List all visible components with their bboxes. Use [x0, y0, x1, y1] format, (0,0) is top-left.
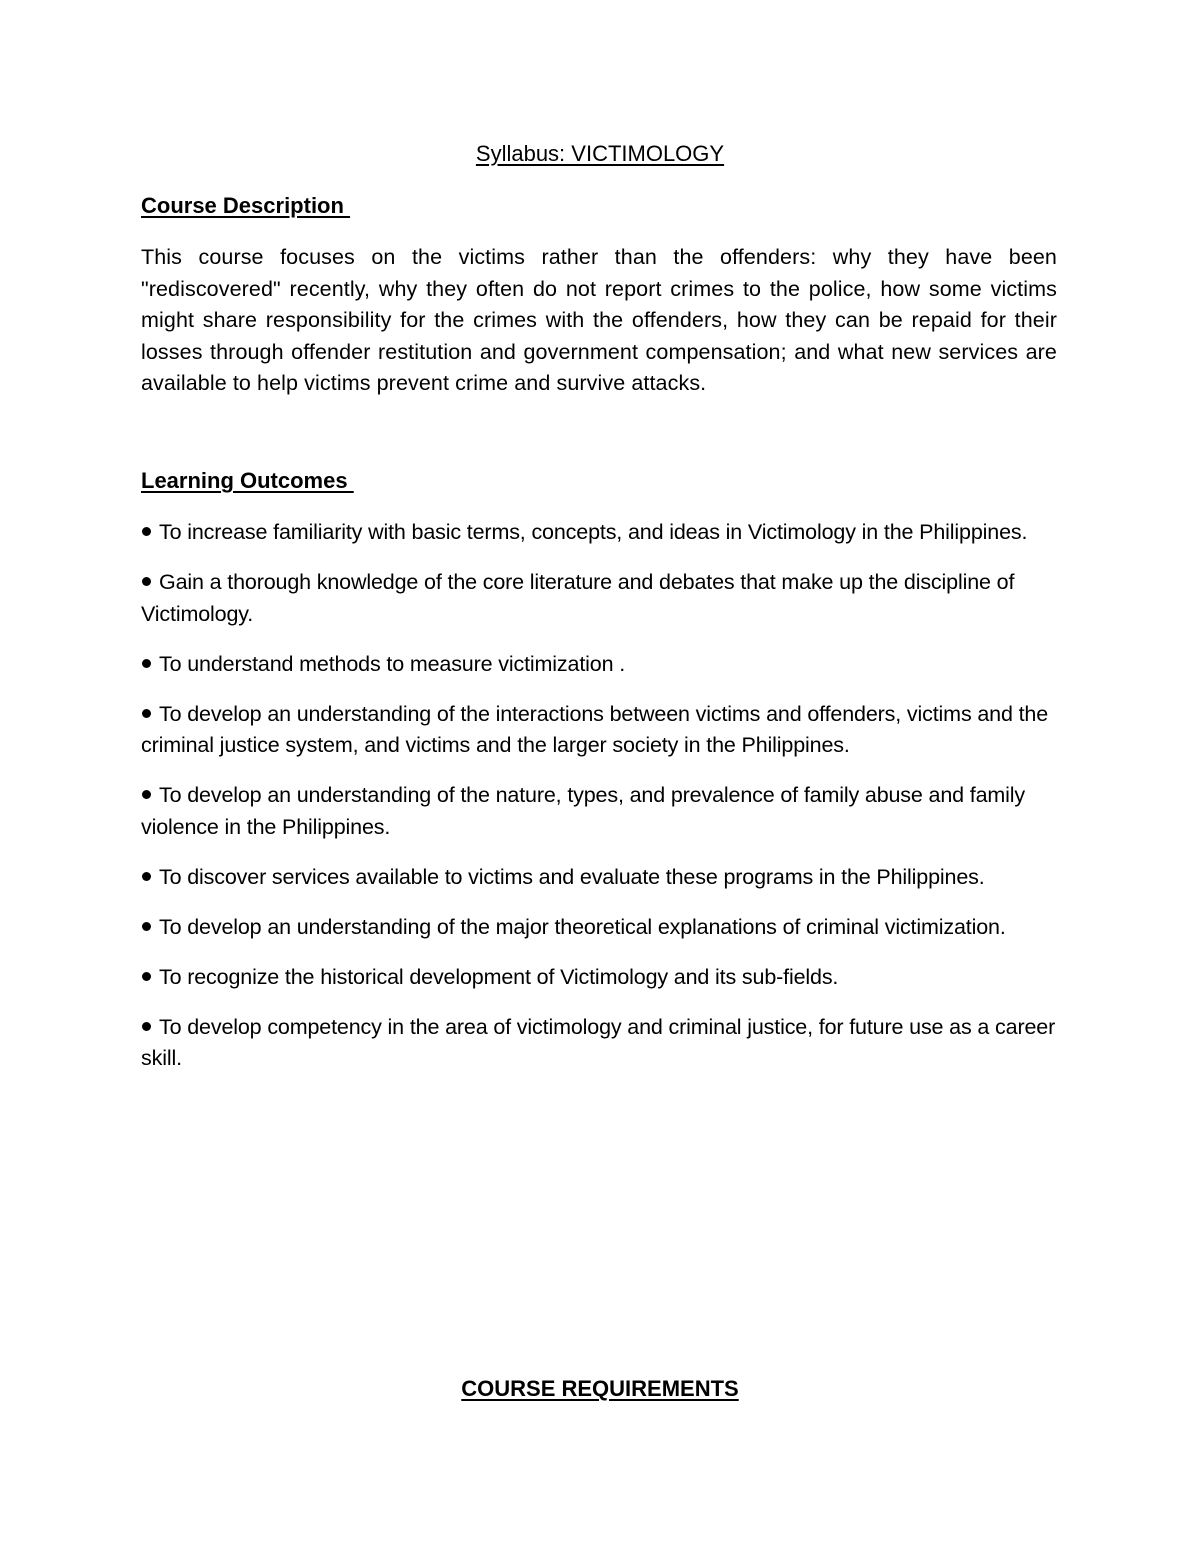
- outcome-text: Gain a thorough knowledge of the core literature and debates that make up the discipline of Victimology.: [141, 570, 1015, 626]
- list-item: [141, 517, 1071, 549]
- bullet-icon: [142, 1022, 151, 1031]
- document-title: Syllabus: VICTIMOLOGY: [475, 141, 725, 166]
- course-description-heading: Course Description: [141, 193, 351, 218]
- learning-outcomes-list: [141, 517, 1071, 1093]
- bullet-icon: [142, 577, 151, 586]
- bullet-icon: [142, 709, 151, 718]
- list-item: [141, 699, 1071, 762]
- list-item: [141, 567, 1071, 630]
- outcome-text: To discover services available to victims and evaluate these programs in the Philippines.: [159, 864, 985, 889]
- outcome-text: To develop competency in the area of victimology and criminal justice, for future use as a career skill.: [141, 1014, 1056, 1070]
- outcome-text: To develop an understanding of the major theoretical explanations of criminal victimization.: [159, 914, 1006, 939]
- list-item: [141, 962, 1071, 994]
- list-item: [141, 649, 1071, 681]
- list-item: [141, 1012, 1071, 1075]
- outcome-text: To recognize the historical development of Victimology and its sub-fields.: [159, 964, 839, 989]
- learning-outcomes-heading: Learning Outcomes: [141, 468, 354, 493]
- course-requirements-heading: COURSE REQUIREMENTS: [461, 1376, 739, 1401]
- outcome-text: To develop an understanding of the nature, types, and prevalence of family abuse and family violence in the Philippines.: [141, 783, 1026, 839]
- list-item: [141, 912, 1071, 944]
- outcome-text: To develop an understanding of the interactions between victims and offenders, victims and the criminal justice system, and victims and the larger society in the Philippines.: [141, 701, 1049, 757]
- bullet-icon: [142, 872, 151, 881]
- course-description-text: This course focuses on the victims rather than the offenders: why they have been "rediscovered" recently, why they often do not report crimes to the police, how some victims might share responsibility for the crimes with the offenders, how they can be repaid for their losses through offender restitution and government compensation; and what new services are available to help victims prevent crime and survive attacks.: [141, 245, 1057, 395]
- outcome-text: To increase familiarity with basic terms, concepts, and ideas in Victimology in the Philippines.: [159, 520, 1028, 544]
- bullet-icon: [142, 659, 151, 668]
- outcome-text: To understand methods to measure victimization .: [159, 651, 626, 676]
- bullet-icon: [142, 972, 151, 981]
- bullet-icon: [142, 790, 151, 799]
- list-item: [141, 780, 1071, 843]
- bullet-icon: [142, 922, 151, 931]
- list-item: [141, 862, 1071, 894]
- bullet-icon: [142, 527, 151, 536]
